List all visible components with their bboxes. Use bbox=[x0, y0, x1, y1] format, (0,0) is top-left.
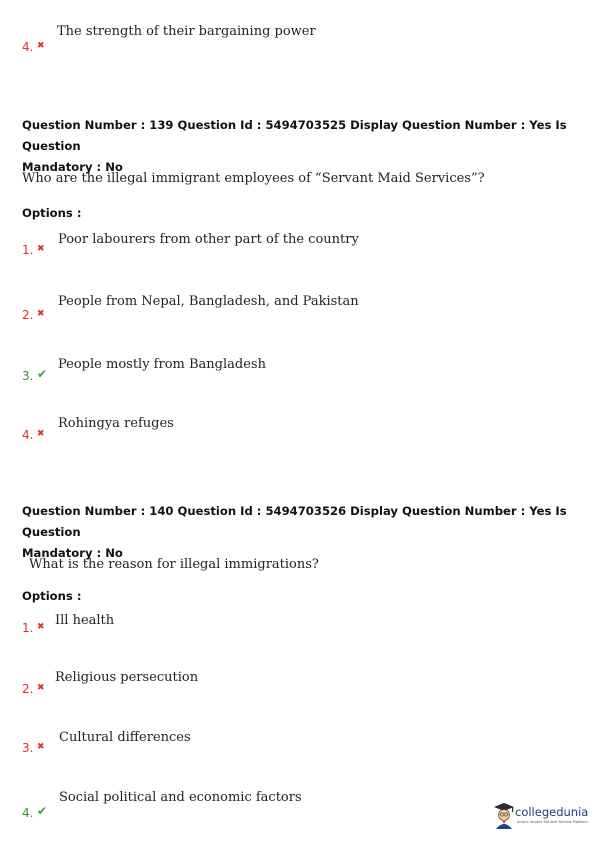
option-number: 2. bbox=[22, 682, 34, 696]
option-number: 2. bbox=[22, 308, 34, 322]
option-number: 4. bbox=[22, 40, 34, 54]
option-number: 1. bbox=[22, 243, 34, 257]
option-text: Rohingya refuges bbox=[58, 416, 174, 431]
cross-icon: ✖ bbox=[37, 622, 45, 632]
option-text: Social political and economic factors bbox=[59, 790, 302, 805]
options-label: Options : bbox=[22, 206, 82, 220]
cross-icon: ✖ bbox=[37, 429, 45, 439]
cross-icon: ✖ bbox=[37, 683, 45, 693]
question-header-line: Question Number : 139 Question Id : 5494703525 Display Question Number : Yes Is Question bbox=[22, 118, 567, 153]
option-text: Religious persecution bbox=[55, 670, 199, 685]
question-header bbox=[22, 115, 582, 178]
option-number: 3. bbox=[22, 741, 34, 755]
option-text: The strength of their bargaining power bbox=[57, 24, 316, 39]
cross-icon: ✖ bbox=[37, 742, 45, 752]
logo-wordmark: collegedunia bbox=[515, 805, 589, 819]
cross-icon: ✖ bbox=[37, 309, 45, 319]
option-text: Poor labourers from other part of the country bbox=[58, 232, 359, 247]
check-icon: ✔ bbox=[37, 367, 48, 381]
option-text: Cultural differences bbox=[59, 730, 191, 745]
graduate-mascot-icon bbox=[493, 802, 515, 830]
question-header bbox=[22, 501, 582, 564]
logo-tagline: India's largest Student Review Platform bbox=[517, 820, 588, 824]
option-number: 1. bbox=[22, 621, 34, 635]
question-text: What is the reason for illegal immigrations? bbox=[29, 557, 319, 572]
option-number: 4. bbox=[22, 806, 34, 820]
option-number: 3. bbox=[22, 369, 34, 383]
question-text: Who are the illegal immigrant employees of “Servant Maid Services”? bbox=[22, 171, 485, 186]
question-header-line: Mandatory : No bbox=[22, 160, 123, 174]
option-text: People from Nepal, Bangladesh, and Pakistan bbox=[58, 294, 359, 309]
cross-icon: ✖ bbox=[37, 244, 45, 254]
question-header-line: Question Number : 140 Question Id : 5494703526 Display Question Number : Yes Is Question bbox=[22, 504, 567, 539]
option-text: People mostly from Bangladesh bbox=[58, 357, 266, 372]
question-header-line: Mandatory : No bbox=[22, 546, 123, 560]
collegedunia-logo bbox=[493, 801, 593, 833]
option-text: Ill health bbox=[55, 613, 115, 628]
cross-icon: ✖ bbox=[37, 41, 45, 51]
options-label: Options : bbox=[22, 589, 82, 603]
check-icon: ✔ bbox=[37, 804, 48, 818]
option-number: 4. bbox=[22, 428, 34, 442]
